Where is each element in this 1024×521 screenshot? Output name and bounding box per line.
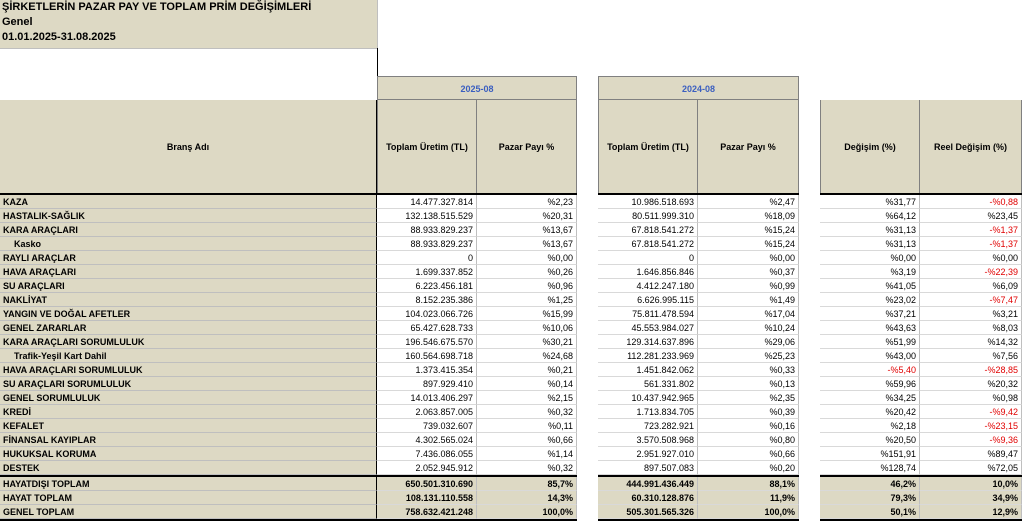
total-share-2025-cell: 100,0% (477, 505, 577, 519)
change-cell: %20,42 (820, 405, 920, 419)
production-2025-cell: 14.477.327.814 (377, 195, 477, 209)
production-2025-cell: 14.013.406.297 (377, 391, 477, 405)
share-2025-cell: %0,96 (477, 279, 577, 293)
change-cell: %37,21 (820, 307, 920, 321)
production-2024-cell: 0 (598, 251, 698, 265)
real-change-cell: -%22,39 (920, 265, 1022, 279)
production-2024-cell: 45.553.984.027 (598, 321, 698, 335)
total-production-2025-cell: 650.501.310.690 (377, 477, 477, 491)
total-production-2025-cell: 758.632.421.248 (377, 505, 477, 519)
production-2024-cell: 67.818.541.272 (598, 223, 698, 237)
real-change-cell: %3,21 (920, 307, 1022, 321)
change-cell: %59,96 (820, 377, 920, 391)
change-cell: %41,05 (820, 279, 920, 293)
col-header-production-2024: Toplam Üretim (TL) (598, 100, 698, 193)
share-2024-cell: %0,33 (698, 363, 799, 377)
col-header-share-2024: Pazar Payı % (698, 100, 799, 193)
period-previous: 2024-08 (598, 76, 799, 100)
production-2025-cell: 196.546.675.570 (377, 335, 477, 349)
production-2024-cell: 1.713.834.705 (598, 405, 698, 419)
share-2024-cell: %0,20 (698, 461, 799, 475)
total-change-cell: 50,1% (820, 505, 920, 519)
real-change-cell: %89,47 (920, 447, 1022, 461)
production-2024-cell: 723.282.921 (598, 419, 698, 433)
share-2024-cell: %0,13 (698, 377, 799, 391)
change-cell: %64,12 (820, 209, 920, 223)
share-2025-cell: %0,26 (477, 265, 577, 279)
share-2025-cell: %13,67 (477, 223, 577, 237)
share-2024-cell: %0,39 (698, 405, 799, 419)
production-2025-cell: 104.023.066.726 (377, 307, 477, 321)
production-2025-cell: 739.032.607 (377, 419, 477, 433)
branch-name-cell: GENEL ZARARLAR (0, 321, 377, 335)
branch-name-cell: FİNANSAL KAYIPLAR (0, 433, 377, 447)
share-2024-cell: %0,66 (698, 447, 799, 461)
production-2024-cell: 67.818.541.272 (598, 237, 698, 251)
share-2024-cell: %15,24 (698, 237, 799, 251)
branch-name-cell: KEFALET (0, 419, 377, 433)
share-2024-cell: %2,35 (698, 391, 799, 405)
production-2025-cell: 160.564.698.718 (377, 349, 477, 363)
change-cell: %31,77 (820, 195, 920, 209)
production-2024-cell: 3.570.508.968 (598, 433, 698, 447)
production-2025-cell: 1.699.337.852 (377, 265, 477, 279)
change-cell: %34,25 (820, 391, 920, 405)
share-2024-cell: %0,80 (698, 433, 799, 447)
real-change-cell: %0,00 (920, 251, 1022, 265)
production-2025-cell: 897.929.410 (377, 377, 477, 391)
col-header-change: Değişim (%) (820, 100, 920, 193)
real-change-cell: %0,98 (920, 391, 1022, 405)
branch-name-cell: Kasko (0, 237, 377, 251)
total-real-change-cell: 34,9% (920, 491, 1022, 505)
change-cell: %128,74 (820, 461, 920, 475)
real-change-cell: %20,32 (920, 377, 1022, 391)
share-2024-cell: %2,47 (698, 195, 799, 209)
share-2024-cell: %0,99 (698, 279, 799, 293)
total-name-cell: GENEL TOPLAM (0, 505, 377, 519)
period-current: 2025-08 (377, 76, 577, 100)
production-2025-cell: 88.933.829.237 (377, 223, 477, 237)
share-2024-cell: %25,23 (698, 349, 799, 363)
branch-name-cell: KREDİ (0, 405, 377, 419)
production-2024-cell: 2.951.927.010 (598, 447, 698, 461)
change-cell: %51,99 (820, 335, 920, 349)
total-name-cell: HAYAT TOPLAM (0, 491, 377, 505)
production-2024-cell: 80.511.999.310 (598, 209, 698, 223)
branch-name-cell: RAYLI ARAÇLAR (0, 251, 377, 265)
total-change-cell: 79,3% (820, 491, 920, 505)
share-2024-cell: %0,37 (698, 265, 799, 279)
real-change-cell: %72,05 (920, 461, 1022, 475)
real-change-cell: %8,03 (920, 321, 1022, 335)
branch-name-cell: DESTEK (0, 461, 377, 475)
col-header-real-change: Reel Değişim (%) (920, 100, 1022, 193)
branch-name-cell: SU ARAÇLARI SORUMLULUK (0, 377, 377, 391)
change-cell: -%5,40 (820, 363, 920, 377)
branch-name-cell: GENEL SORUMLULUK (0, 391, 377, 405)
change-cell: %43,63 (820, 321, 920, 335)
production-2025-cell: 8.152.235.386 (377, 293, 477, 307)
real-change-cell: %7,56 (920, 349, 1022, 363)
branch-name-cell: KARA ARAÇLARI SORUMLULUK (0, 335, 377, 349)
production-2025-cell: 7.436.086.055 (377, 447, 477, 461)
change-cell: %31,13 (820, 223, 920, 237)
share-2025-cell: %2,23 (477, 195, 577, 209)
share-2024-cell: %10,24 (698, 321, 799, 335)
change-cell: %151,91 (820, 447, 920, 461)
total-production-2024-cell: 444.991.436.449 (598, 477, 698, 491)
share-2024-cell: %17,04 (698, 307, 799, 321)
branch-name-cell: YANGIN VE DOĞAL AFETLER (0, 307, 377, 321)
branch-name-cell: KARA ARAÇLARI (0, 223, 377, 237)
share-2024-cell: %18,09 (698, 209, 799, 223)
branch-name-cell: HUKUKSAL KORUMA (0, 447, 377, 461)
share-2025-cell: %10,06 (477, 321, 577, 335)
header-spacer (0, 48, 378, 100)
total-share-2024-cell: 100,0% (698, 505, 799, 519)
total-real-change-cell: 10,0% (920, 477, 1022, 491)
share-2025-cell: %2,15 (477, 391, 577, 405)
branch-name-cell: SU ARAÇLARI (0, 279, 377, 293)
share-2025-cell: %30,21 (477, 335, 577, 349)
real-change-cell: -%1,37 (920, 237, 1022, 251)
production-2025-cell: 65.427.628.733 (377, 321, 477, 335)
branch-name-cell: Trafik-Yeşil Kart Dahil (0, 349, 377, 363)
share-2025-cell: %24,68 (477, 349, 577, 363)
change-cell: %0,00 (820, 251, 920, 265)
production-2025-cell: 88.933.829.237 (377, 237, 477, 251)
share-2024-cell: %0,00 (698, 251, 799, 265)
report-header (0, 0, 378, 49)
share-2025-cell: %0,14 (477, 377, 577, 391)
total-share-2024-cell: 88,1% (698, 477, 799, 491)
real-change-cell: -%0,88 (920, 195, 1022, 209)
total-share-2025-cell: 85,7% (477, 477, 577, 491)
branch-name-cell: HAVA ARAÇLARI SORUMLULUK (0, 363, 377, 377)
real-change-cell: -%7,47 (920, 293, 1022, 307)
report-subtitle: Genel (2, 16, 33, 28)
col-header-branch: Branş Adı (0, 100, 377, 193)
branch-name-cell: HAVA ARAÇLARI (0, 265, 377, 279)
change-cell: %43,00 (820, 349, 920, 363)
real-change-cell: %23,45 (920, 209, 1022, 223)
production-2024-cell: 6.626.995.115 (598, 293, 698, 307)
share-2025-cell: %0,11 (477, 419, 577, 433)
total-production-2024-cell: 60.310.128.876 (598, 491, 698, 505)
total-real-change-cell: 12,9% (920, 505, 1022, 519)
production-2025-cell: 0 (377, 251, 477, 265)
production-2025-cell: 2.052.945.912 (377, 461, 477, 475)
real-change-cell: -%1,37 (920, 223, 1022, 237)
share-2025-cell: %0,00 (477, 251, 577, 265)
total-name-cell: HAYATDIŞI TOPLAM (0, 477, 377, 491)
share-2024-cell: %29,06 (698, 335, 799, 349)
branch-name-cell: KAZA (0, 195, 377, 209)
real-change-cell: %6,09 (920, 279, 1022, 293)
share-2024-cell: %0,16 (698, 419, 799, 433)
change-cell: %20,50 (820, 433, 920, 447)
production-2024-cell: 75.811.478.594 (598, 307, 698, 321)
share-2025-cell: %15,99 (477, 307, 577, 321)
branch-name-cell: HASTALIK-SAĞLIK (0, 209, 377, 223)
change-cell: %31,13 (820, 237, 920, 251)
production-2025-cell: 132.138.515.529 (377, 209, 477, 223)
change-cell: %23,02 (820, 293, 920, 307)
real-change-cell: -%23,15 (920, 419, 1022, 433)
change-cell: %2,18 (820, 419, 920, 433)
production-2025-cell: 4.302.565.024 (377, 433, 477, 447)
share-2024-cell: %15,24 (698, 223, 799, 237)
branch-name-cell: NAKLİYAT (0, 293, 377, 307)
production-2025-cell: 1.373.415.354 (377, 363, 477, 377)
report-title: ŞİRKETLERİN PAZAR PAY VE TOPLAM PRİM DEĞİŞİMLERİ (2, 1, 312, 13)
real-change-cell: %14,32 (920, 335, 1022, 349)
production-2025-cell: 2.063.857.005 (377, 405, 477, 419)
share-2025-cell: %0,21 (477, 363, 577, 377)
share-2025-cell: %0,32 (477, 461, 577, 475)
production-2024-cell: 1.451.842.062 (598, 363, 698, 377)
report-period-range: 01.01.2025-31.08.2025 (2, 31, 116, 43)
production-2024-cell: 4.412.247.180 (598, 279, 698, 293)
total-share-2025-cell: 14,3% (477, 491, 577, 505)
production-2024-cell: 10.437.942.965 (598, 391, 698, 405)
total-change-cell: 46,2% (820, 477, 920, 491)
total-production-2025-cell: 108.131.110.558 (377, 491, 477, 505)
total-share-2024-cell: 11,9% (698, 491, 799, 505)
real-change-cell: -%9,42 (920, 405, 1022, 419)
real-change-cell: -%9,36 (920, 433, 1022, 447)
production-2024-cell: 561.331.802 (598, 377, 698, 391)
total-production-2024-cell: 505.301.565.326 (598, 505, 698, 519)
col-header-production-2025: Toplam Üretim (TL) (377, 100, 477, 193)
share-2025-cell: %20,31 (477, 209, 577, 223)
production-2024-cell: 1.646.856.846 (598, 265, 698, 279)
share-2025-cell: %0,66 (477, 433, 577, 447)
share-2025-cell: %1,25 (477, 293, 577, 307)
production-2025-cell: 6.223.456.181 (377, 279, 477, 293)
share-2025-cell: %13,67 (477, 237, 577, 251)
change-cell: %3,19 (820, 265, 920, 279)
production-2024-cell: 129.314.637.896 (598, 335, 698, 349)
production-2024-cell: 897.507.083 (598, 461, 698, 475)
share-2024-cell: %1,49 (698, 293, 799, 307)
share-2025-cell: %0,32 (477, 405, 577, 419)
share-2025-cell: %1,14 (477, 447, 577, 461)
production-2024-cell: 10.986.518.693 (598, 195, 698, 209)
real-change-cell: -%28,85 (920, 363, 1022, 377)
col-header-share-2025: Pazar Payı % (477, 100, 577, 193)
production-2024-cell: 112.281.233.969 (598, 349, 698, 363)
